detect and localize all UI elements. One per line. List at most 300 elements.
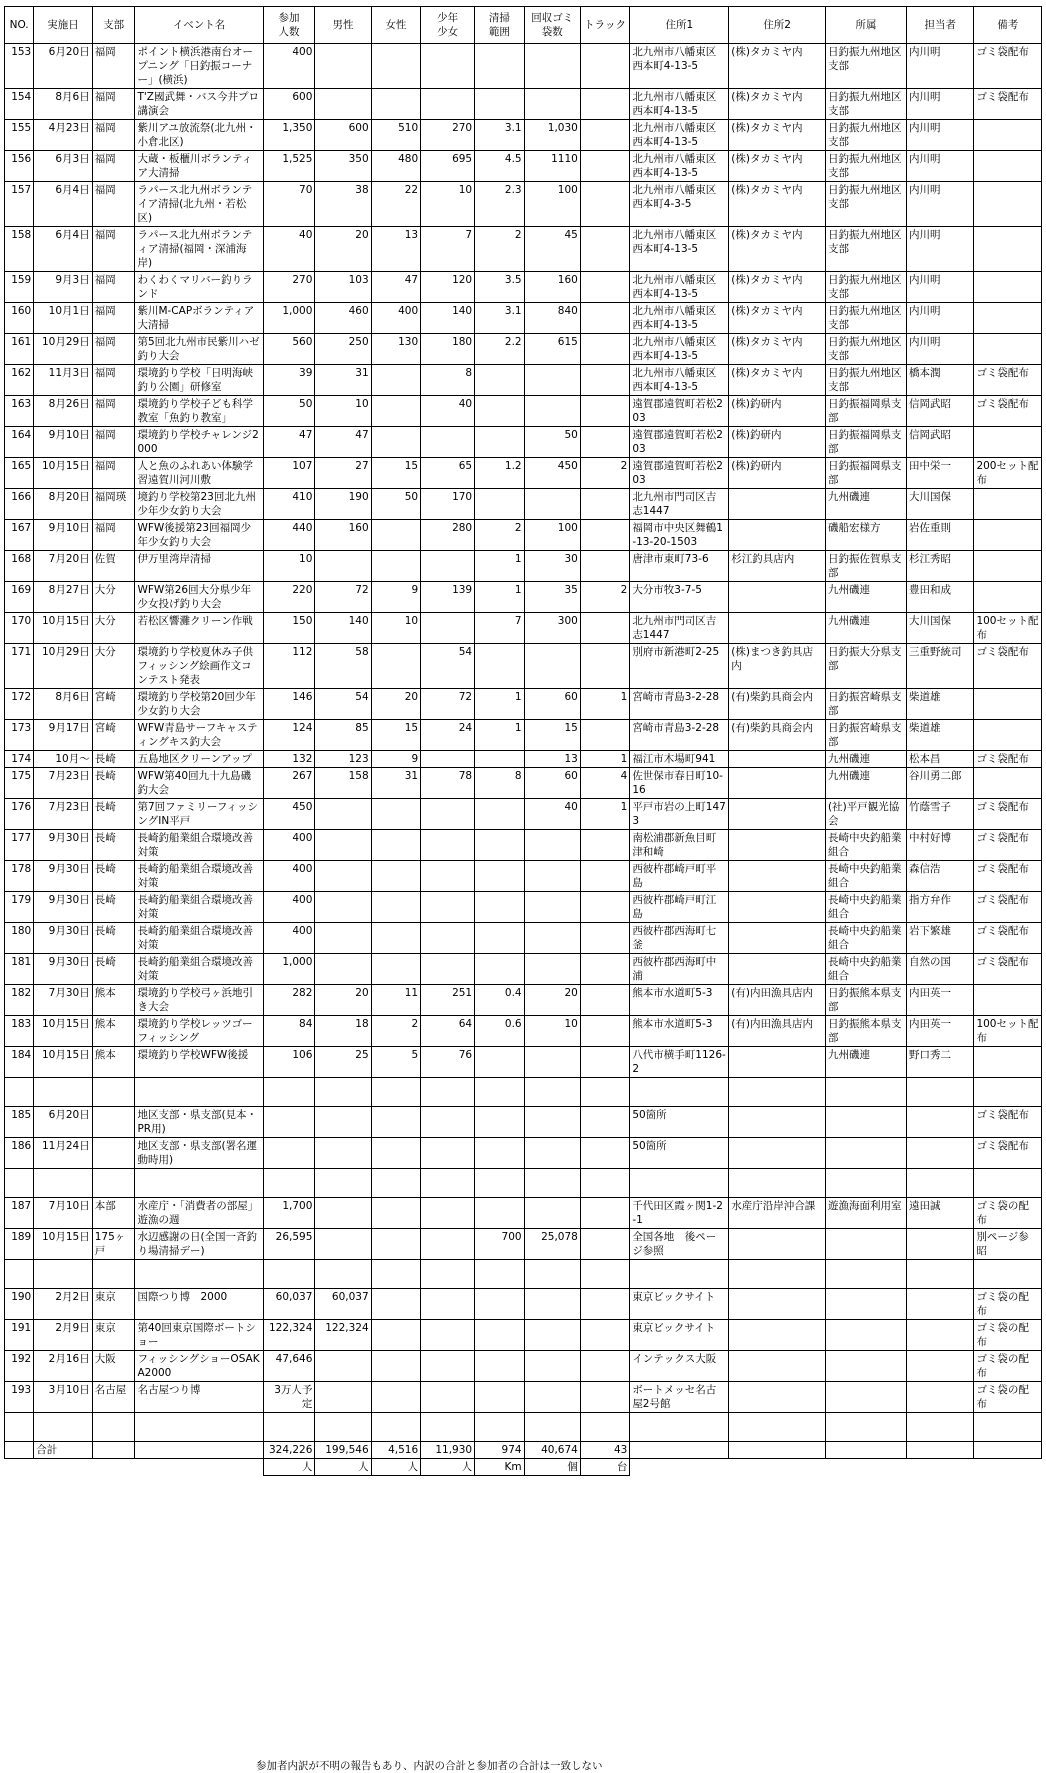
participants-female: 400 xyxy=(371,303,420,334)
branch-cell: 福岡 xyxy=(92,272,135,303)
participants-female xyxy=(371,520,420,551)
column-header: 参加 人数 xyxy=(263,7,315,44)
participants-male xyxy=(315,1351,371,1382)
event-name: 長崎釣船業組合環境改善対策 xyxy=(135,861,263,892)
remarks xyxy=(974,689,1042,720)
participants-youth xyxy=(421,954,475,985)
truck-count xyxy=(580,520,629,551)
cleanup-range xyxy=(475,751,524,768)
row-number: 179 xyxy=(5,892,34,923)
affiliation xyxy=(826,1138,907,1169)
participants-total: 560 xyxy=(263,334,315,365)
empty-cell xyxy=(34,1260,92,1289)
event-name: 五島地区クリーンアップ xyxy=(135,751,263,768)
table-row xyxy=(5,551,1042,582)
person-in-charge: 内川明 xyxy=(906,227,973,272)
truck-count xyxy=(580,120,629,151)
participants-male: 250 xyxy=(315,334,371,365)
address-1: インテックス大阪 xyxy=(630,1351,729,1382)
bags-collected xyxy=(524,1320,580,1351)
row-number: 189 xyxy=(5,1229,34,1260)
affiliation: 日釣振熊本県支部 xyxy=(826,985,907,1016)
person-in-charge: 大川国保 xyxy=(906,489,973,520)
address-1: 福江市木場町941 xyxy=(630,751,729,768)
participants-total: 112 xyxy=(263,644,315,689)
event-date: 11月24日 xyxy=(34,1138,92,1169)
participants-male xyxy=(315,551,371,582)
participants-total: 3万人予定 xyxy=(263,1382,315,1413)
table-row xyxy=(5,1229,1042,1260)
branch-cell: 長崎 xyxy=(92,923,135,954)
affiliation xyxy=(826,1229,907,1260)
person-in-charge: 野口秀二 xyxy=(906,1047,973,1078)
participants-female: 22 xyxy=(371,182,420,227)
bags-collected: 45 xyxy=(524,227,580,272)
participants-total: 10 xyxy=(263,551,315,582)
table-row xyxy=(5,1047,1042,1078)
event-name: WFW第40回九十九島磯釣大会 xyxy=(135,768,263,799)
remarks xyxy=(974,334,1042,365)
empty-cell xyxy=(729,1169,826,1198)
participants-male xyxy=(315,830,371,861)
empty-cell xyxy=(630,1169,729,1198)
participants-female: 31 xyxy=(371,768,420,799)
address-1: 西彼杵郡西海町中浦 xyxy=(630,954,729,985)
table-row xyxy=(5,830,1042,861)
participants-female xyxy=(371,1198,420,1229)
total-row xyxy=(5,1442,1042,1459)
empty-cell xyxy=(5,1078,34,1107)
empty-cell xyxy=(5,1260,34,1289)
remarks xyxy=(974,720,1042,751)
row-number: 164 xyxy=(5,427,34,458)
empty-cell xyxy=(263,1413,315,1442)
branch-cell: 福岡 xyxy=(92,396,135,427)
cleanup-range: 7 xyxy=(475,613,524,644)
event-name: 環境釣り学校WFW後援 xyxy=(135,1047,263,1078)
affiliation: 日釣振大分県支部 xyxy=(826,644,907,689)
truck-count xyxy=(580,1047,629,1078)
event-date: 6月20日 xyxy=(34,1107,92,1138)
unit-bags: 個 xyxy=(524,1459,580,1476)
person-in-charge: 中村好博 xyxy=(906,830,973,861)
address-1: 別府市新港町2-25 xyxy=(630,644,729,689)
participants-total: 220 xyxy=(263,582,315,613)
empty-cell xyxy=(906,1459,973,1476)
bags-collected xyxy=(524,830,580,861)
address-1: 北九州市八幡東区西本町4-13-5 xyxy=(630,44,729,89)
person-in-charge: 指方弁作 xyxy=(906,892,973,923)
event-date: 9月3日 xyxy=(34,272,92,303)
truck-count: 2 xyxy=(580,582,629,613)
cleanup-range xyxy=(475,489,524,520)
address-2: 杉江釣具店内 xyxy=(729,551,826,582)
address-2: (株)釣研内 xyxy=(729,396,826,427)
address-2 xyxy=(729,613,826,644)
truck-count xyxy=(580,1229,629,1260)
bags-collected xyxy=(524,1198,580,1229)
row-number: 169 xyxy=(5,582,34,613)
participants-youth: 65 xyxy=(421,458,475,489)
cleanup-range: 8 xyxy=(475,768,524,799)
bags-collected xyxy=(524,396,580,427)
address-2: 水産庁沿岸沖合課 xyxy=(729,1198,826,1229)
person-in-charge: 岩佐重則 xyxy=(906,520,973,551)
unit-range: Km xyxy=(475,1459,524,1476)
address-1: 全国各地 後ページ参照 xyxy=(630,1229,729,1260)
row-number: 163 xyxy=(5,396,34,427)
event-date: 8月27日 xyxy=(34,582,92,613)
branch-cell: 175ヶ戸 xyxy=(92,1229,135,1260)
participants-male: 25 xyxy=(315,1047,371,1078)
person-in-charge: 自然の国 xyxy=(906,954,973,985)
branch-cell: 大分 xyxy=(92,644,135,689)
participants-male xyxy=(315,1382,371,1413)
participants-male: 27 xyxy=(315,458,371,489)
participants-female xyxy=(371,644,420,689)
participants-total: 1,350 xyxy=(263,120,315,151)
participants-male xyxy=(315,1198,371,1229)
empty-cell xyxy=(729,1260,826,1289)
participants-female xyxy=(371,861,420,892)
empty-cell xyxy=(92,1413,135,1442)
bags-collected: 25,078 xyxy=(524,1229,580,1260)
blank-row xyxy=(5,1169,1042,1198)
branch-cell: 熊本 xyxy=(92,985,135,1016)
bags-collected xyxy=(524,923,580,954)
event-date: 9月30日 xyxy=(34,923,92,954)
affiliation: 九州磯連 xyxy=(826,613,907,644)
branch-cell: 福岡 xyxy=(92,89,135,120)
participants-youth xyxy=(421,1382,475,1413)
participants-total: 60,037 xyxy=(263,1289,315,1320)
row-number: 192 xyxy=(5,1351,34,1382)
participants-youth xyxy=(421,830,475,861)
participants-youth xyxy=(421,1198,475,1229)
blank-row xyxy=(5,1260,1042,1289)
empty-cell xyxy=(315,1413,371,1442)
participants-total: 282 xyxy=(263,985,315,1016)
bags-collected: 615 xyxy=(524,334,580,365)
affiliation: 九州磯連 xyxy=(826,768,907,799)
row-number: 171 xyxy=(5,644,34,689)
truck-count xyxy=(580,334,629,365)
person-in-charge: 信岡武昭 xyxy=(906,396,973,427)
event-date: 10月29日 xyxy=(34,334,92,365)
participants-youth xyxy=(421,1107,475,1138)
participants-male: 140 xyxy=(315,613,371,644)
unit-female: 人 xyxy=(371,1459,420,1476)
participants-male: 58 xyxy=(315,644,371,689)
row-number: 181 xyxy=(5,954,34,985)
person-in-charge: 三重野統司 xyxy=(906,644,973,689)
empty-cell xyxy=(974,1078,1042,1107)
participants-male xyxy=(315,1138,371,1169)
empty-cell xyxy=(580,1169,629,1198)
empty-cell xyxy=(729,1078,826,1107)
participants-youth xyxy=(421,923,475,954)
participants-total: 106 xyxy=(263,1047,315,1078)
row-number: 162 xyxy=(5,365,34,396)
event-name: WFW青島サーフキャスティングキス釣大会 xyxy=(135,720,263,751)
address-2: (株)タカミヤ内 xyxy=(729,365,826,396)
remarks: ゴミ袋配布 xyxy=(974,89,1042,120)
total-female: 4,516 xyxy=(371,1442,420,1459)
empty-cell xyxy=(826,1260,907,1289)
address-1: ボートメッセ名古屋2号館 xyxy=(630,1382,729,1413)
row-number: 153 xyxy=(5,44,34,89)
row-number: 167 xyxy=(5,520,34,551)
branch-cell: 福岡 xyxy=(92,303,135,334)
event-name: 長崎釣船業組合環境改善対策 xyxy=(135,892,263,923)
address-2: (株)釣研内 xyxy=(729,458,826,489)
address-2 xyxy=(729,799,826,830)
participants-male: 31 xyxy=(315,365,371,396)
event-name: 環境釣り学校第20回少年少女釣り大会 xyxy=(135,689,263,720)
bags-collected xyxy=(524,1138,580,1169)
participants-youth: 54 xyxy=(421,644,475,689)
truck-count xyxy=(580,720,629,751)
participants-youth: 120 xyxy=(421,272,475,303)
address-1: 大分市牧3-7-5 xyxy=(630,582,729,613)
person-in-charge: 橋本潤 xyxy=(906,365,973,396)
branch-cell: 長崎 xyxy=(92,861,135,892)
bags-collected xyxy=(524,861,580,892)
person-in-charge xyxy=(906,1138,973,1169)
address-1: 北九州市八幡東区西本町4-13-5 xyxy=(630,89,729,120)
branch-cell xyxy=(92,1107,135,1138)
address-2: (株)タカミヤ内 xyxy=(729,182,826,227)
address-2 xyxy=(729,582,826,613)
address-1: 50箇所 xyxy=(630,1138,729,1169)
affiliation: 日釣振九州地区支部 xyxy=(826,303,907,334)
empty-cell xyxy=(729,1459,826,1476)
table-row xyxy=(5,120,1042,151)
participants-youth xyxy=(421,861,475,892)
remarks xyxy=(974,489,1042,520)
cleanup-range xyxy=(475,365,524,396)
participants-male: 60,037 xyxy=(315,1289,371,1320)
event-sheet xyxy=(4,6,1042,1772)
address-1: 西彼杵郡崎戸町平島 xyxy=(630,861,729,892)
participants-youth: 64 xyxy=(421,1016,475,1047)
affiliation xyxy=(826,1107,907,1138)
participants-female xyxy=(371,1382,420,1413)
table-row xyxy=(5,768,1042,799)
participants-male: 72 xyxy=(315,582,371,613)
participants-total: 410 xyxy=(263,489,315,520)
table-row xyxy=(5,334,1042,365)
event-date: 9月10日 xyxy=(34,520,92,551)
event-date: 7月20日 xyxy=(34,551,92,582)
address-2 xyxy=(729,751,826,768)
event-date: 10月1日 xyxy=(34,303,92,334)
participants-female: 15 xyxy=(371,458,420,489)
participants-total: 150 xyxy=(263,613,315,644)
event-name: フィッシングショーOSAKA2000 xyxy=(135,1351,263,1382)
row-number: 173 xyxy=(5,720,34,751)
address-2: (有)内田漁具店内 xyxy=(729,1016,826,1047)
affiliation: 日釣振九州地区支部 xyxy=(826,182,907,227)
column-header: NO. xyxy=(5,7,34,44)
empty-cell xyxy=(34,1169,92,1198)
cleanup-range: 2 xyxy=(475,227,524,272)
branch-cell: 大分 xyxy=(92,613,135,644)
participants-female: 9 xyxy=(371,582,420,613)
person-in-charge: 内田英一 xyxy=(906,985,973,1016)
truck-count xyxy=(580,1351,629,1382)
empty-cell xyxy=(475,1169,524,1198)
empty-cell xyxy=(421,1078,475,1107)
empty-cell xyxy=(92,1459,135,1476)
table-row xyxy=(5,892,1042,923)
empty-cell xyxy=(135,1260,263,1289)
remarks: ゴミ袋配布 xyxy=(974,1138,1042,1169)
bags-collected xyxy=(524,44,580,89)
affiliation: 長崎中央釣船業組合 xyxy=(826,954,907,985)
cleanup-range xyxy=(475,861,524,892)
branch-cell: 宮崎 xyxy=(92,720,135,751)
event-date: 11月3日 xyxy=(34,365,92,396)
address-2: (株)タカミヤ内 xyxy=(729,227,826,272)
remarks xyxy=(974,1047,1042,1078)
event-name: 水産庁・「消費者の部屋」遊漁の週 xyxy=(135,1198,263,1229)
column-header: 所属 xyxy=(826,7,907,44)
address-2 xyxy=(729,520,826,551)
event-name: 環境釣り学校「日明海峡釣り公園」研修室 xyxy=(135,365,263,396)
cleanup-range: 3.5 xyxy=(475,272,524,303)
remarks: ゴミ袋の配布 xyxy=(974,1351,1042,1382)
participants-male xyxy=(315,1229,371,1260)
truck-count xyxy=(580,151,629,182)
participants-youth: 8 xyxy=(421,365,475,396)
truck-count: 4 xyxy=(580,768,629,799)
address-1: 北九州市門司区吉志1447 xyxy=(630,489,729,520)
table-row xyxy=(5,613,1042,644)
truck-count: 2 xyxy=(580,458,629,489)
empty-cell xyxy=(580,1260,629,1289)
address-2: (株)まつき釣具店内 xyxy=(729,644,826,689)
row-number: 166 xyxy=(5,489,34,520)
participants-youth: 695 xyxy=(421,151,475,182)
table-row xyxy=(5,396,1042,427)
empty-cell xyxy=(34,1413,92,1442)
bags-collected xyxy=(524,1289,580,1320)
participants-male: 160 xyxy=(315,520,371,551)
participants-youth xyxy=(421,613,475,644)
row-number: 185 xyxy=(5,1107,34,1138)
bags-collected: 50 xyxy=(524,427,580,458)
truck-count xyxy=(580,89,629,120)
event-date: 9月30日 xyxy=(34,892,92,923)
event-date: 2月16日 xyxy=(34,1351,92,1382)
participants-total: 450 xyxy=(263,799,315,830)
event-date: 6月20日 xyxy=(34,44,92,89)
bags-collected xyxy=(524,1351,580,1382)
affiliation: 九州磯連 xyxy=(826,489,907,520)
empty-cell xyxy=(5,1413,34,1442)
event-name: 第40回東京国際ボートショー xyxy=(135,1320,263,1351)
cleanup-range xyxy=(475,1107,524,1138)
address-1: 東京ビックサイト xyxy=(630,1289,729,1320)
participants-youth: 76 xyxy=(421,1047,475,1078)
person-in-charge: 竹蔭雪子 xyxy=(906,799,973,830)
cleanup-range: 3.1 xyxy=(475,303,524,334)
event-date: 8月6日 xyxy=(34,89,92,120)
blank-row xyxy=(5,1413,1042,1442)
remarks: ゴミ袋配布 xyxy=(974,892,1042,923)
participants-youth: 7 xyxy=(421,227,475,272)
participants-total: 400 xyxy=(263,861,315,892)
cleanup-range xyxy=(475,1289,524,1320)
branch-cell: 福岡 xyxy=(92,427,135,458)
bags-collected xyxy=(524,1047,580,1078)
event-date: 10月29日 xyxy=(34,644,92,689)
branch-cell: 福岡 xyxy=(92,227,135,272)
remarks: ゴミ袋配布 xyxy=(974,799,1042,830)
truck-count xyxy=(580,830,629,861)
address-1: 佐世保市春日町10-16 xyxy=(630,768,729,799)
person-in-charge: 田中栄一 xyxy=(906,458,973,489)
participants-male: 10 xyxy=(315,396,371,427)
branch-cell: 福岡 xyxy=(92,458,135,489)
address-1: 西彼杵郡西海町七釜 xyxy=(630,923,729,954)
row-number: 184 xyxy=(5,1047,34,1078)
empty-cell xyxy=(5,1169,34,1198)
row-number: 168 xyxy=(5,551,34,582)
event-date: 10月15日 xyxy=(34,1229,92,1260)
empty-cell xyxy=(974,1442,1042,1459)
affiliation: 日釣振九州地区支部 xyxy=(826,227,907,272)
affiliation xyxy=(826,1320,907,1351)
affiliation xyxy=(826,1351,907,1382)
row-number: 186 xyxy=(5,1138,34,1169)
address-2: (株)タカミヤ内 xyxy=(729,89,826,120)
participants-female: 50 xyxy=(371,489,420,520)
address-2 xyxy=(729,954,826,985)
person-in-charge: 内川明 xyxy=(906,334,973,365)
branch-cell: 熊本 xyxy=(92,1016,135,1047)
participants-total: 47,646 xyxy=(263,1351,315,1382)
participants-female: 480 xyxy=(371,151,420,182)
remarks: 別ページ参昭 xyxy=(974,1229,1042,1260)
column-header: 回収ゴミ 袋数 xyxy=(524,7,580,44)
participants-total: 26,595 xyxy=(263,1229,315,1260)
address-1: 千代田区霞ヶ関1-2-1 xyxy=(630,1198,729,1229)
empty-cell xyxy=(5,1459,34,1476)
participants-female xyxy=(371,799,420,830)
address-1: 北九州市八幡東区西本町4-3-5 xyxy=(630,182,729,227)
truck-count xyxy=(580,613,629,644)
empty-cell xyxy=(371,1169,420,1198)
participants-female: 15 xyxy=(371,720,420,751)
person-in-charge xyxy=(906,1107,973,1138)
total-bags: 40,674 xyxy=(524,1442,580,1459)
cleanup-range: 1.2 xyxy=(475,458,524,489)
address-2: (有)内田漁具店内 xyxy=(729,985,826,1016)
participants-total: 440 xyxy=(263,520,315,551)
participants-youth: 170 xyxy=(421,489,475,520)
participants-female xyxy=(371,1229,420,1260)
participants-total: 132 xyxy=(263,751,315,768)
bags-collected: 20 xyxy=(524,985,580,1016)
participants-female: 13 xyxy=(371,227,420,272)
column-header: 支部 xyxy=(92,7,135,44)
remarks: ゴミ袋の配布 xyxy=(974,1320,1042,1351)
truck-count xyxy=(580,551,629,582)
participants-youth xyxy=(421,1229,475,1260)
event-name: WFW第26回大分県少年少女投げ釣り大会 xyxy=(135,582,263,613)
